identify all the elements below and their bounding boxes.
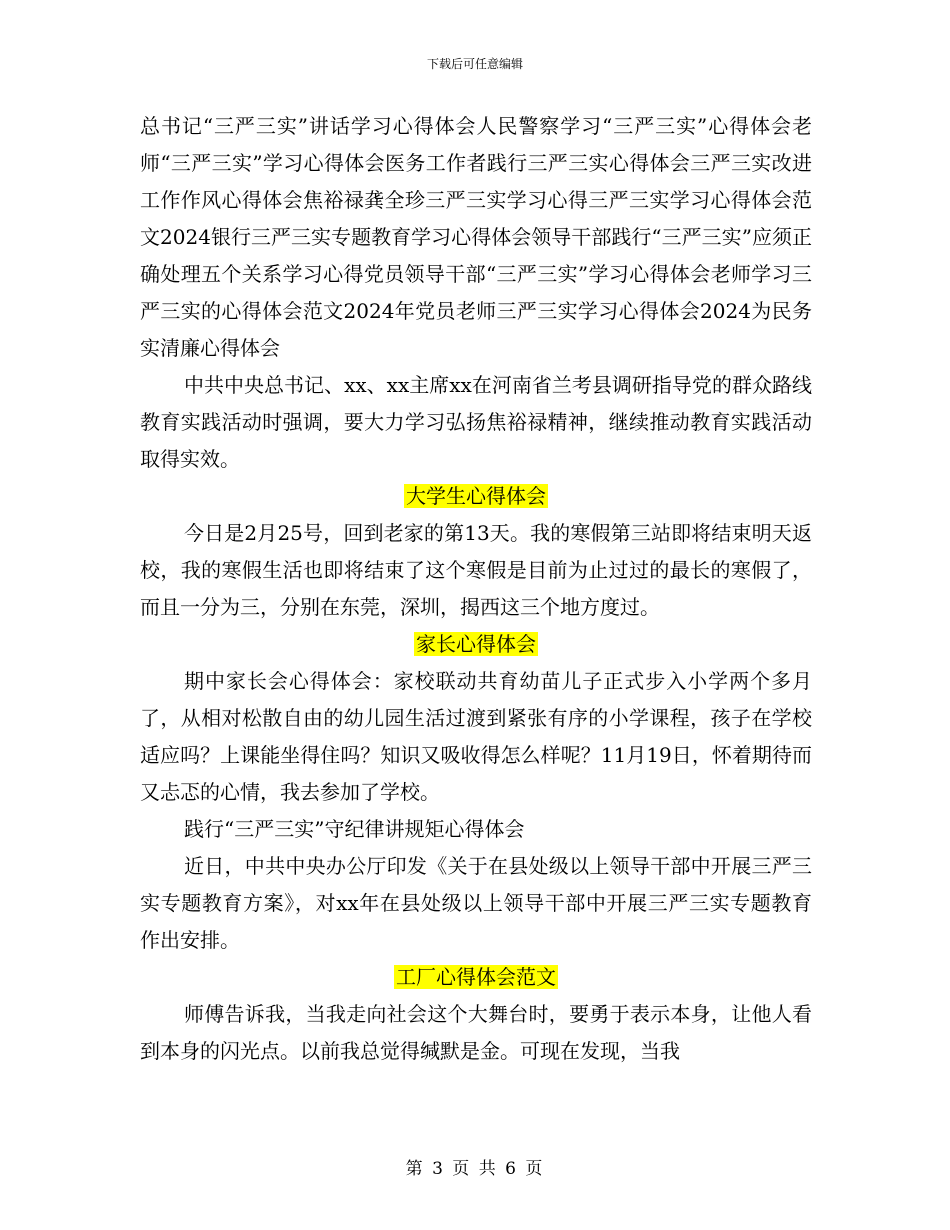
paragraph-1: 中共中央总书记、xx、xx主席xx在河南省兰考县调研指导党的群众路线教育实践活动时强调，要大力学习弘扬焦裕禄精神，继续推动教育实践活动取得实效。 bbox=[140, 373, 812, 471]
intro-paragraph: 总书记“三严三实”讲话学习心得体会人民警察学习“三严三实”心得体会老师“三严三实”学习心得体会医务工作者践行三严三实心得体会三严三实改进工作作风心得体会焦裕禄龚全珍三严三实学习心得三严三实学习心得体会范文2024银行三严三实专题教育学习心得体会领导干部践行“三严三实”应须正确处理五个关系学习心得党员领导干部“三严三实”学习心得体会老师学习三严三实的心得体会范文2024年党员老师三严三实学习心得体会2024为民务实清廉心得体会 bbox=[140, 114, 812, 360]
paragraph-3: 期中家长会心得体会：家校联动共育幼苗儿子正式步入小学两个多月了，从相对松散自由的幼儿园生活过渡到紧张有序的小学课程，孩子在学校适应吗？上课能坐得住吗？知识又吸收得怎么样呢？11月19日，怀着期待而又忐忑的心情，我去参加了学校。 bbox=[140, 669, 812, 804]
section-heading-3: 工厂心得体会范文 bbox=[396, 965, 556, 989]
section-heading-1-wrap bbox=[140, 478, 812, 515]
section-heading-3-wrap bbox=[140, 959, 812, 996]
paragraph-6: 师傅告诉我，当我走向社会这个大舞台时，要勇于表示本身，让他人看到本身的闪光点。以前我总觉得缄默是金。可现在发现，当我 bbox=[140, 1002, 812, 1063]
document-body bbox=[140, 108, 812, 1070]
page-header-note: 下载后可任意编辑 bbox=[426, 57, 523, 71]
section-heading-2-wrap bbox=[140, 626, 812, 663]
paragraph-2: 今日是2月25号，回到老家的第13天。我的寒假第三站即将结束明天返校，我的寒假生活也即将结束了这个寒假是目前为止过过的最长的寒假了，而且一分为三，分别在东莞，深圳，揭西这三个地方度过。 bbox=[140, 521, 812, 619]
page-number-footer: 第 3 页 共 6 页 bbox=[405, 1159, 545, 1179]
paragraph-4: 践行“三严三实”守纪律讲规矩心得体会 bbox=[184, 817, 525, 841]
section-heading-2: 家长心得体会 bbox=[416, 632, 536, 656]
section-heading-1: 大学生心得体会 bbox=[406, 484, 546, 508]
paragraph-5: 近日，中共中央办公厅印发《关于在县处级以上领导干部中开展三严三实专题教育方案》，对xx年在县处级以上领导干部中开展三严三实专题教育作出安排。 bbox=[140, 854, 812, 952]
